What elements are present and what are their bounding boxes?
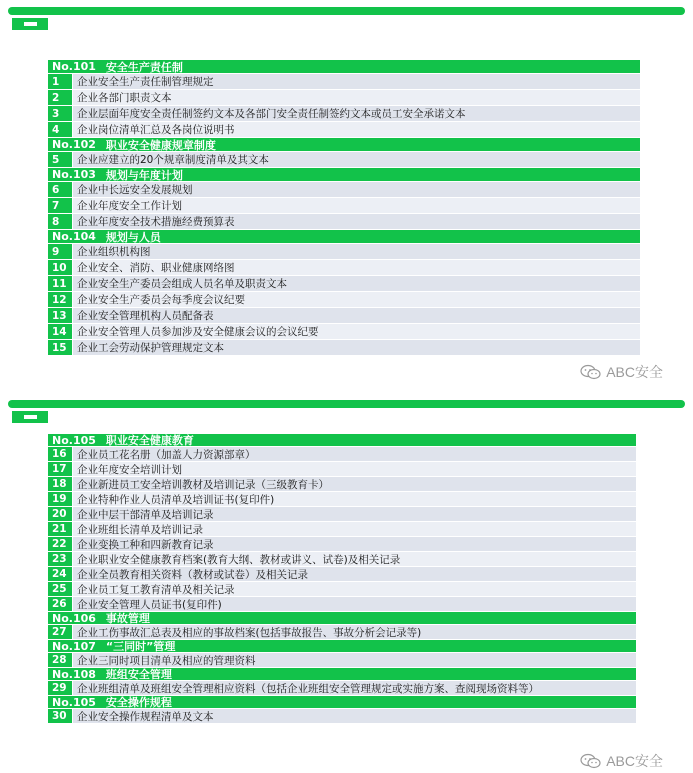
- item-text: 企业变换工种和四新教育记录: [73, 537, 636, 551]
- item-number: 2: [48, 90, 72, 105]
- table-row: [48, 462, 636, 476]
- section-title: 班组安全管理: [105, 668, 172, 680]
- item-number: 27: [48, 625, 72, 639]
- item-number: 9: [48, 244, 72, 259]
- item-number: 11: [48, 276, 72, 291]
- table-row: [48, 276, 640, 291]
- table-row: [48, 106, 640, 121]
- item-number: 28: [48, 653, 72, 667]
- item-number: 20: [48, 507, 72, 521]
- section-header: [48, 640, 636, 652]
- table-row: [48, 182, 640, 197]
- item-text: 企业班组清单及班组安全管理相应资料（包括企业班组安全管理规定或实施方案、查阅现场资料等）: [73, 681, 636, 695]
- item-number: 3: [48, 106, 72, 121]
- section-title: 职业安全健康教育: [105, 434, 194, 446]
- section-code: No.101: [52, 60, 96, 73]
- watermark-text: ABC安全: [606, 753, 663, 769]
- wechat-icon: [580, 753, 602, 769]
- table-row: [48, 597, 636, 611]
- table-row: [48, 324, 640, 339]
- table-row: [48, 477, 636, 491]
- watermark-text: ABC安全: [606, 364, 663, 380]
- section-header: [48, 60, 640, 73]
- checklist-table: [48, 60, 640, 356]
- item-text: 企业年度安全工作计划: [73, 198, 640, 213]
- item-text: 企业安全生产责任制管理规定: [73, 74, 640, 89]
- item-text: 企业新进员工安全培训教材及培训记录（三级教育卡）: [73, 477, 636, 491]
- item-text: 企业安全、消防、职业健康网络图: [73, 260, 640, 275]
- item-number: 12: [48, 292, 72, 307]
- item-text: 企业特种作业人员清单及培训证书(复印件): [73, 492, 636, 506]
- item-number: 30: [48, 709, 72, 723]
- item-text: 企业层面年度安全责任制签约文本及各部门安全责任制签约文本或员工安全承诺文本: [73, 106, 640, 121]
- table-row: [48, 681, 636, 695]
- table-row: [48, 244, 640, 259]
- item-text: 企业安全生产委员会每季度会议纪要: [73, 292, 640, 307]
- section-title: 事故管理: [105, 612, 150, 624]
- checklist-table: [48, 434, 636, 724]
- item-text: 企业员工花名册（加盖人力资源部章）: [73, 447, 636, 461]
- table-row: [48, 567, 636, 581]
- item-number: 24: [48, 567, 72, 581]
- section-code: No.108: [52, 668, 96, 680]
- item-number: 1: [48, 74, 72, 89]
- item-text: 企业安全管理机构人员配备表: [73, 308, 640, 323]
- item-number: 8: [48, 214, 72, 229]
- section-code: No.105: [52, 434, 96, 446]
- item-text: 企业班组长清单及培训记录: [73, 522, 636, 536]
- table-row: [48, 522, 636, 536]
- item-text: 企业各部门职责文本: [73, 90, 640, 105]
- green-tab-marker: [12, 411, 48, 423]
- section-title: 规划与人员: [105, 230, 161, 243]
- item-number: 17: [48, 462, 72, 476]
- table-row: [48, 492, 636, 506]
- table-row: [48, 260, 640, 275]
- item-text: 企业工会劳动保护管理规定文本: [73, 340, 640, 355]
- green-top-bar: [8, 7, 685, 15]
- section-code: No.102: [52, 138, 96, 151]
- item-number: 15: [48, 340, 72, 355]
- item-number: 22: [48, 537, 72, 551]
- item-text: 企业年度安全技术措施经费预算表: [73, 214, 640, 229]
- section-code: No.105: [52, 696, 96, 708]
- section-code: No.104: [52, 230, 96, 243]
- item-number: 21: [48, 522, 72, 536]
- item-number: 19: [48, 492, 72, 506]
- item-number: 10: [48, 260, 72, 275]
- item-text: 企业年度安全培训计划: [73, 462, 636, 476]
- item-text: 企业工伤事故汇总表及相应的事故档案(包括事故报告、事故分析会记录等): [73, 625, 636, 639]
- watermark: [580, 362, 663, 382]
- table-row: [48, 152, 640, 167]
- document-page-1: [0, 0, 693, 385]
- item-text: 企业安全管理人员参加涉及安全健康会议的会议纪要: [73, 324, 640, 339]
- section-title: 职业安全健康规章制度: [105, 138, 216, 151]
- table-row: [48, 537, 636, 551]
- section-code: No.107: [52, 640, 96, 652]
- table-row: [48, 198, 640, 213]
- item-number: 16: [48, 447, 72, 461]
- item-text: 企业全员教育相关资料（教材或试卷）及相关记录: [73, 567, 636, 581]
- section-header: [48, 696, 636, 708]
- item-text: 企业职业安全健康教育档案(教育大纲、教材或讲义、试卷)及相关记录: [73, 552, 636, 566]
- section-header: [48, 168, 640, 181]
- item-text: 企业组织机构图: [73, 244, 640, 259]
- section-header: [48, 434, 636, 446]
- table-row: [48, 74, 640, 89]
- table-row: [48, 340, 640, 355]
- section-header: [48, 138, 640, 151]
- item-number: 23: [48, 552, 72, 566]
- item-number: 26: [48, 597, 72, 611]
- wechat-icon: [580, 364, 602, 380]
- section-header: [48, 612, 636, 624]
- section-header: [48, 230, 640, 243]
- table-row: [48, 582, 636, 596]
- table-row: [48, 625, 636, 639]
- item-text: 企业中层干部清单及培训记录: [73, 507, 636, 521]
- section-title: 安全操作规程: [105, 696, 172, 708]
- table-row: [48, 552, 636, 566]
- watermark: [580, 751, 663, 771]
- item-number: 4: [48, 122, 72, 137]
- item-number: 18: [48, 477, 72, 491]
- item-number: 7: [48, 198, 72, 213]
- table-row: [48, 214, 640, 229]
- item-number: 29: [48, 681, 72, 695]
- item-number: 6: [48, 182, 72, 197]
- item-number: 13: [48, 308, 72, 323]
- item-text: 企业岗位清单汇总及各岗位说明书: [73, 122, 640, 137]
- table-row: [48, 653, 636, 667]
- section-title: “三同时”管理: [105, 640, 176, 652]
- section-code: No.103: [52, 168, 96, 181]
- table-row: [48, 447, 636, 461]
- item-text: 企业应建立的20个规章制度清单及其文本: [73, 152, 640, 167]
- item-number: 14: [48, 324, 72, 339]
- item-text: 企业安全操作规程清单及文本: [73, 709, 636, 723]
- document-page-2: [0, 393, 693, 773]
- item-text: 企业三同时项目清单及相应的管理资料: [73, 653, 636, 667]
- table-row: [48, 507, 636, 521]
- table-row: [48, 709, 636, 723]
- table-row: [48, 90, 640, 105]
- section-code: No.106: [52, 612, 96, 624]
- table-row: [48, 308, 640, 323]
- section-title: 安全生产责任制: [105, 60, 183, 73]
- section-title: 规划与年度计划: [105, 168, 183, 181]
- table-row: [48, 122, 640, 137]
- item-text: 企业安全管理人员证书(复印件): [73, 597, 636, 611]
- item-text: 企业中长远安全发展规划: [73, 182, 640, 197]
- table-row: [48, 292, 640, 307]
- item-text: 企业安全生产委员会组成人员名单及职责文本: [73, 276, 640, 291]
- green-top-bar: [8, 400, 685, 408]
- item-text: 企业员工复工教育清单及相关记录: [73, 582, 636, 596]
- section-header: [48, 668, 636, 680]
- item-number: 25: [48, 582, 72, 596]
- green-tab-marker: [12, 18, 48, 30]
- item-number: 5: [48, 152, 72, 167]
